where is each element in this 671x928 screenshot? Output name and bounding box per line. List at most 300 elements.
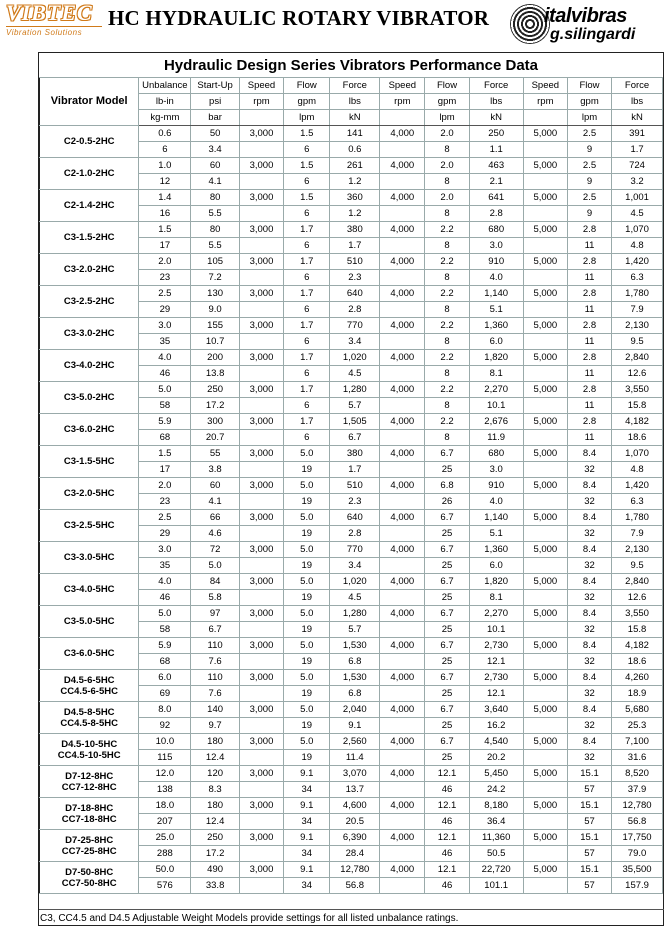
imperial-cell: 5.0 <box>284 446 330 462</box>
imperial-cell: 5,000 <box>523 286 567 302</box>
metric-cell <box>239 654 283 670</box>
metric-cell: 31.6 <box>612 750 663 766</box>
imperial-cell: 2.0 <box>139 254 191 270</box>
model-cell <box>40 670 139 702</box>
header-cell: gpm <box>284 94 330 110</box>
header-cell: rpm <box>239 94 283 110</box>
imperial-cell: 12.0 <box>139 766 191 782</box>
imperial-cell: 5,000 <box>523 734 567 750</box>
imperial-cell: 2.5 <box>139 286 191 302</box>
metric-cell: 4.5 <box>612 206 663 222</box>
metric-cell: 15.8 <box>612 398 663 414</box>
metric-cell: 6.8 <box>330 654 380 670</box>
imperial-cell: 4,000 <box>380 862 425 878</box>
metric-cell: 9.1 <box>330 718 380 734</box>
metric-cell <box>523 334 567 350</box>
metric-cell: 25 <box>425 558 469 574</box>
metric-cell: 12.4 <box>191 814 240 830</box>
imperial-cell: 50.0 <box>139 862 191 878</box>
imperial-cell: 50 <box>191 126 240 142</box>
imperial-cell: 8.0 <box>139 702 191 718</box>
metric-cell: 6.0 <box>469 334 523 350</box>
metric-cell: 33.8 <box>191 878 240 894</box>
imperial-cell: 1,420 <box>612 254 663 270</box>
imperial-cell: 5.0 <box>284 542 330 558</box>
metric-cell: 12.1 <box>469 654 523 670</box>
metric-cell: 25.3 <box>612 718 663 734</box>
header-cell <box>239 110 283 126</box>
metric-cell: 6.3 <box>612 494 663 510</box>
metric-cell <box>380 654 425 670</box>
imperial-cell: 1.7 <box>284 222 330 238</box>
imperial-cell: 910 <box>469 478 523 494</box>
header-cell: kN <box>330 110 380 126</box>
imperial-cell: 2,730 <box>469 638 523 654</box>
imperial-cell: 1.7 <box>284 254 330 270</box>
imperial-cell: 130 <box>191 286 240 302</box>
imperial-cell: 5.0 <box>284 734 330 750</box>
imperial-cell: 141 <box>330 126 380 142</box>
model-name: D7-18-8HC <box>65 802 114 814</box>
imperial-cell: 2,130 <box>612 542 663 558</box>
imperial-cell: 3,000 <box>239 318 283 334</box>
metric-cell: 6 <box>284 430 330 446</box>
imperial-cell: 2.2 <box>425 350 469 366</box>
imperial-cell: 4,000 <box>380 350 425 366</box>
imperial-cell: 3.0 <box>139 318 191 334</box>
model-name: C2-0.5-2HC <box>63 136 115 147</box>
imperial-cell: 12,780 <box>330 862 380 878</box>
imperial-cell: 1,780 <box>612 286 663 302</box>
table-row <box>40 766 663 782</box>
imperial-cell: 35,500 <box>612 862 663 878</box>
metric-cell: 9.7 <box>191 718 240 734</box>
metric-cell <box>239 238 283 254</box>
metric-cell <box>239 526 283 542</box>
header-cell: lbs <box>612 94 663 110</box>
imperial-cell: 110 <box>191 670 240 686</box>
imperial-cell: 5,000 <box>523 798 567 814</box>
page-title: HC HYDRAULIC ROTARY VIBRATOR <box>108 6 490 30</box>
metric-cell: 68 <box>139 654 191 670</box>
metric-cell <box>523 494 567 510</box>
metric-cell: 5.8 <box>191 590 240 606</box>
vibtec-logo-rule <box>6 26 102 27</box>
imperial-cell: 8.4 <box>567 670 611 686</box>
metric-cell: 9 <box>567 142 611 158</box>
imperial-cell: 3,000 <box>239 734 283 750</box>
metric-cell <box>523 782 567 798</box>
metric-cell: 4.0 <box>469 494 523 510</box>
metric-cell: 3.2 <box>612 174 663 190</box>
metric-cell: 56.8 <box>330 878 380 894</box>
metric-cell: 32 <box>567 718 611 734</box>
model-name: C2-1.4-2HC <box>63 200 115 211</box>
vibtec-logo-name: VIBTEC <box>6 0 93 25</box>
table-footnote: C3, CC4.5 and D4.5 Adjustable Weight Models provide settings for all listed unbalance ratings. <box>39 909 664 927</box>
metric-cell: 19 <box>284 590 330 606</box>
metric-cell <box>239 462 283 478</box>
imperial-cell: 1,360 <box>469 318 523 334</box>
metric-cell <box>380 494 425 510</box>
imperial-cell: 5,000 <box>523 766 567 782</box>
metric-cell: 25 <box>425 462 469 478</box>
metric-cell: 18.6 <box>612 430 663 446</box>
performance-table-frame <box>38 52 664 926</box>
metric-cell: 8 <box>425 398 469 414</box>
metric-cell: 5.0 <box>191 558 240 574</box>
imperial-cell: 2.0 <box>139 478 191 494</box>
metric-cell: 28.4 <box>330 846 380 862</box>
metric-cell: 7.6 <box>191 686 240 702</box>
imperial-cell: 1,280 <box>330 606 380 622</box>
imperial-cell: 15.1 <box>567 862 611 878</box>
metric-cell <box>239 270 283 286</box>
metric-cell <box>239 302 283 318</box>
metric-cell <box>523 174 567 190</box>
metric-cell <box>380 462 425 478</box>
vibtec-logo <box>6 2 104 37</box>
imperial-cell: 770 <box>330 542 380 558</box>
metric-cell: 19 <box>284 558 330 574</box>
metric-cell: 6.7 <box>191 622 240 638</box>
metric-cell <box>380 142 425 158</box>
imperial-cell: 8.4 <box>567 734 611 750</box>
metric-cell: 19 <box>284 462 330 478</box>
imperial-cell: 5,000 <box>523 542 567 558</box>
model-name: C3-2.5-2HC <box>63 296 115 307</box>
metric-cell: 0.6 <box>330 142 380 158</box>
imperial-cell: 4,000 <box>380 222 425 238</box>
metric-cell: 32 <box>567 494 611 510</box>
metric-cell: 12.6 <box>612 590 663 606</box>
table-row <box>40 702 663 718</box>
model-cell <box>40 766 139 798</box>
header-cell <box>523 110 567 126</box>
table-row <box>40 734 663 750</box>
metric-cell: 32 <box>567 526 611 542</box>
imperial-cell: 6.7 <box>425 606 469 622</box>
imperial-cell: 18.0 <box>139 798 191 814</box>
metric-cell: 6 <box>284 142 330 158</box>
imperial-cell: 3,000 <box>239 126 283 142</box>
metric-cell <box>239 750 283 766</box>
imperial-cell: 1,820 <box>469 350 523 366</box>
imperial-cell: 1,360 <box>469 542 523 558</box>
imperial-cell: 4,000 <box>380 318 425 334</box>
imperial-cell: 11,360 <box>469 830 523 846</box>
metric-cell: 23 <box>139 494 191 510</box>
imperial-cell: 2.5 <box>567 190 611 206</box>
imperial-cell: 6.7 <box>425 734 469 750</box>
imperial-cell: 2,840 <box>612 574 663 590</box>
metric-cell: 11.9 <box>469 430 523 446</box>
metric-cell <box>380 526 425 542</box>
metric-cell: 101.1 <box>469 878 523 894</box>
model-cell <box>40 510 139 542</box>
imperial-cell: 3,000 <box>239 414 283 430</box>
metric-cell: 17.2 <box>191 846 240 862</box>
metric-cell: 5.1 <box>469 526 523 542</box>
imperial-cell: 2,560 <box>330 734 380 750</box>
page-header <box>0 0 671 48</box>
imperial-cell: 3,550 <box>612 382 663 398</box>
imperial-cell: 200 <box>191 350 240 366</box>
imperial-cell: 60 <box>191 478 240 494</box>
imperial-cell: 9.1 <box>284 798 330 814</box>
imperial-cell: 3,000 <box>239 862 283 878</box>
imperial-cell: 2.0 <box>425 190 469 206</box>
metric-cell: 36.4 <box>469 814 523 830</box>
metric-cell: 115 <box>139 750 191 766</box>
imperial-cell: 2.8 <box>567 318 611 334</box>
imperial-cell: 3,640 <box>469 702 523 718</box>
metric-cell: 8 <box>425 302 469 318</box>
model-name: D4.5-6-5HC <box>63 674 115 686</box>
imperial-cell: 250 <box>469 126 523 142</box>
metric-cell: 68 <box>139 430 191 446</box>
metric-cell: 8.1 <box>469 590 523 606</box>
metric-cell: 79.0 <box>612 846 663 862</box>
metric-cell <box>523 206 567 222</box>
imperial-cell: 2.2 <box>425 382 469 398</box>
italvibras-logo-sub: g.silingardi <box>550 26 636 43</box>
imperial-cell: 724 <box>612 158 663 174</box>
metric-cell <box>239 558 283 574</box>
model-cell <box>40 798 139 830</box>
model-cell <box>40 286 139 318</box>
imperial-cell: 1.0 <box>139 158 191 174</box>
imperial-cell: 12.1 <box>425 830 469 846</box>
imperial-cell: 60 <box>191 158 240 174</box>
header-cell: Speed <box>239 78 283 94</box>
metric-cell <box>380 174 425 190</box>
imperial-cell: 6,390 <box>330 830 380 846</box>
metric-cell <box>239 366 283 382</box>
header-cell: Force <box>469 78 523 94</box>
imperial-cell: 3,000 <box>239 574 283 590</box>
table-body <box>40 78 663 894</box>
table-row <box>40 318 663 334</box>
metric-cell: 8 <box>425 142 469 158</box>
metric-cell: 11 <box>567 430 611 446</box>
imperial-cell: 5,000 <box>523 574 567 590</box>
imperial-cell: 6.7 <box>425 670 469 686</box>
imperial-cell: 250 <box>191 830 240 846</box>
imperial-cell: 4,000 <box>380 574 425 590</box>
header-cell: psi <box>191 94 240 110</box>
imperial-cell: 120 <box>191 766 240 782</box>
imperial-cell: 2.5 <box>567 158 611 174</box>
model-name: C3-5.0-2HC <box>63 392 115 403</box>
imperial-cell: 4,600 <box>330 798 380 814</box>
metric-cell: 8 <box>425 430 469 446</box>
model-name: D7-50-8HC <box>65 866 114 878</box>
imperial-cell: 2.8 <box>567 222 611 238</box>
imperial-cell: 72 <box>191 542 240 558</box>
imperial-cell: 380 <box>330 222 380 238</box>
imperial-cell: 5.0 <box>284 510 330 526</box>
imperial-cell: 3,000 <box>239 830 283 846</box>
metric-cell: 15.8 <box>612 622 663 638</box>
imperial-cell: 3,000 <box>239 350 283 366</box>
imperial-cell: 80 <box>191 190 240 206</box>
header-cell: Force <box>330 78 380 94</box>
imperial-cell: 2,040 <box>330 702 380 718</box>
header-cell <box>380 110 425 126</box>
imperial-cell: 1.7 <box>284 350 330 366</box>
metric-cell: 4.5 <box>330 366 380 382</box>
table-row <box>40 862 663 878</box>
imperial-cell: 6.7 <box>425 702 469 718</box>
imperial-cell: 680 <box>469 446 523 462</box>
metric-cell: 8.1 <box>469 366 523 382</box>
imperial-cell: 4,000 <box>380 702 425 718</box>
imperial-cell: 4,000 <box>380 638 425 654</box>
imperial-cell: 1,420 <box>612 478 663 494</box>
imperial-cell: 97 <box>191 606 240 622</box>
model-name: CC7-25-8HC <box>61 845 117 857</box>
metric-cell: 4.8 <box>612 462 663 478</box>
vibtec-logo-tagline: Vibration Solutions <box>6 28 83 37</box>
metric-cell: 6 <box>284 206 330 222</box>
metric-cell <box>523 270 567 286</box>
model-name: C3-6.0-5HC <box>63 648 115 659</box>
imperial-cell: 66 <box>191 510 240 526</box>
metric-cell: 57 <box>567 782 611 798</box>
imperial-cell: 6.7 <box>425 574 469 590</box>
imperial-cell: 5,000 <box>523 446 567 462</box>
metric-cell: 8.3 <box>191 782 240 798</box>
metric-cell: 11 <box>567 366 611 382</box>
metric-cell <box>523 558 567 574</box>
imperial-cell: 1.5 <box>284 190 330 206</box>
metric-cell: 6.0 <box>469 558 523 574</box>
metric-cell: 69 <box>139 686 191 702</box>
metric-cell: 4.1 <box>191 174 240 190</box>
model-cell <box>40 862 139 894</box>
metric-cell: 32 <box>567 590 611 606</box>
metric-cell <box>523 142 567 158</box>
metric-cell: 9.0 <box>191 302 240 318</box>
table-row <box>40 830 663 846</box>
imperial-cell: 4,000 <box>380 382 425 398</box>
header-cell: kN <box>469 110 523 126</box>
metric-cell: 46 <box>425 782 469 798</box>
metric-cell <box>380 718 425 734</box>
model-cell <box>40 190 139 222</box>
header-cell: Flow <box>567 78 611 94</box>
metric-cell <box>239 206 283 222</box>
metric-cell: 4.5 <box>330 590 380 606</box>
metric-cell <box>523 686 567 702</box>
imperial-cell: 2,270 <box>469 606 523 622</box>
imperial-cell: 8.4 <box>567 478 611 494</box>
imperial-cell: 22,720 <box>469 862 523 878</box>
imperial-cell: 1,280 <box>330 382 380 398</box>
metric-cell: 17 <box>139 462 191 478</box>
imperial-cell: 463 <box>469 158 523 174</box>
model-name: CC7-50-8HC <box>61 877 117 889</box>
header-cell: rpm <box>523 94 567 110</box>
model-name: C3-1.5-2HC <box>63 232 115 243</box>
metric-cell: 10.1 <box>469 398 523 414</box>
metric-cell: 2.3 <box>330 270 380 286</box>
metric-cell: 3.4 <box>330 334 380 350</box>
header-vibrator-model: Vibrator Model <box>40 78 139 126</box>
imperial-cell: 2.2 <box>425 286 469 302</box>
metric-cell <box>523 718 567 734</box>
metric-cell: 157.9 <box>612 878 663 894</box>
performance-table <box>39 77 663 894</box>
imperial-cell: 4,000 <box>380 734 425 750</box>
imperial-cell: 3,000 <box>239 510 283 526</box>
imperial-cell: 1.5 <box>284 158 330 174</box>
metric-cell: 35 <box>139 334 191 350</box>
metric-cell: 2.8 <box>330 302 380 318</box>
metric-cell <box>380 750 425 766</box>
imperial-cell: 1,140 <box>469 286 523 302</box>
metric-cell: 576 <box>139 878 191 894</box>
imperial-cell: 1,020 <box>330 350 380 366</box>
header-cell: lpm <box>425 110 469 126</box>
header-cell: lbs <box>330 94 380 110</box>
metric-cell <box>380 846 425 862</box>
header-cell: Start-Up <box>191 78 240 94</box>
imperial-cell: 155 <box>191 318 240 334</box>
model-name: CC4.5-10-5HC <box>57 749 121 761</box>
model-name: D4.5-10-5HC <box>61 738 118 750</box>
metric-cell: 16 <box>139 206 191 222</box>
metric-cell <box>239 174 283 190</box>
imperial-cell: 8.4 <box>567 638 611 654</box>
metric-cell: 18.9 <box>612 686 663 702</box>
metric-cell: 24.2 <box>469 782 523 798</box>
imperial-cell: 9.1 <box>284 830 330 846</box>
model-name: C3-1.5-5HC <box>63 456 115 467</box>
metric-cell: 11 <box>567 302 611 318</box>
model-cell <box>40 734 139 766</box>
metric-cell: 32 <box>567 686 611 702</box>
header-cell: lpm <box>284 110 330 126</box>
metric-cell: 17.2 <box>191 398 240 414</box>
imperial-cell: 4.0 <box>139 350 191 366</box>
metric-cell: 20.5 <box>330 814 380 830</box>
metric-cell: 1.7 <box>330 462 380 478</box>
metric-cell <box>239 622 283 638</box>
model-cell <box>40 702 139 734</box>
imperial-cell: 9.1 <box>284 766 330 782</box>
metric-cell: 50.5 <box>469 846 523 862</box>
imperial-cell: 5,000 <box>523 702 567 718</box>
imperial-cell: 3,000 <box>239 638 283 654</box>
metric-cell: 46 <box>425 846 469 862</box>
table-row <box>40 126 663 142</box>
model-name: CC7-12-8HC <box>61 781 117 793</box>
metric-cell: 32 <box>567 654 611 670</box>
metric-cell: 12.1 <box>469 686 523 702</box>
header-cell: lbs <box>469 94 523 110</box>
imperial-cell: 2,840 <box>612 350 663 366</box>
imperial-cell: 4,000 <box>380 542 425 558</box>
metric-cell: 3.0 <box>469 462 523 478</box>
imperial-cell: 1,001 <box>612 190 663 206</box>
model-cell <box>40 638 139 670</box>
model-cell <box>40 350 139 382</box>
metric-cell <box>380 270 425 286</box>
imperial-cell: 4,182 <box>612 414 663 430</box>
imperial-cell: 4,000 <box>380 830 425 846</box>
